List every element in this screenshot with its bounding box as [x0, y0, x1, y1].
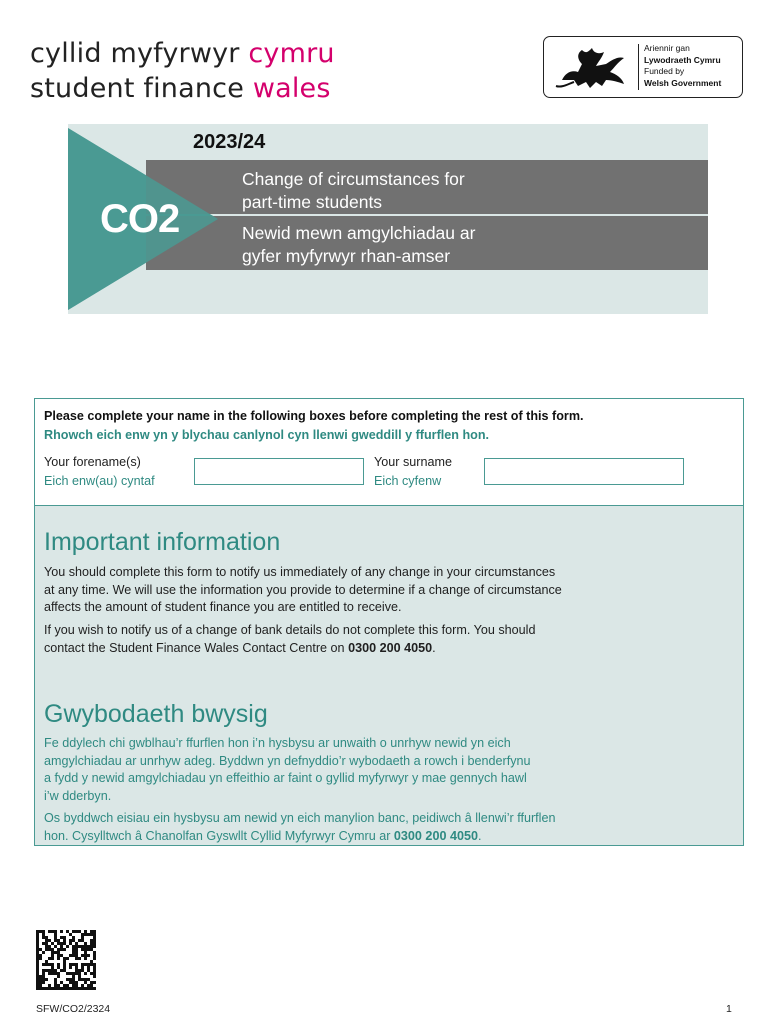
instruction-welsh: Rhowch eich enw yn y blychau canlynol cyn llenwi gweddill y ffurflen hon.	[44, 428, 490, 442]
gwybodaeth-bwysig-heading: Gwybodaeth bwysig	[44, 700, 268, 728]
welsh-dragon-icon	[552, 42, 632, 92]
important-information-heading: Important information	[44, 528, 281, 556]
funded-by-welsh: Ariennir gan	[644, 43, 690, 53]
form-reference: SFW/CO2/2324	[36, 1003, 111, 1015]
government-name-welsh: Lywodraeth Cymru	[644, 54, 721, 65]
form-title-english: Change of circumstances for part-time students	[242, 169, 465, 212]
contact-phone-number: 0300 200 4050	[348, 640, 433, 655]
instruction-english: Please complete your name in the following boxes before completing the rest of this form.	[44, 409, 584, 423]
contact-phone-number-welsh: 0300 200 4050	[393, 828, 478, 843]
badge-divider	[638, 44, 639, 90]
page-number: 1	[726, 1003, 732, 1015]
brand-line2-accent: wales	[252, 73, 331, 104]
brand-line2-english: student finance	[30, 73, 253, 104]
government-name-english: Welsh Government	[644, 77, 722, 88]
surname-input[interactable]	[484, 458, 684, 485]
form-title-welsh: Newid mewn amgylchiadau ar gyfer myfyrwyr rhan-amser	[242, 223, 476, 266]
info-paragraph-2-welsh: Os byddwch eisiau ein hysbysu am newid yn eich manylion banc, peidiwch â llenwi’r ffurflen hon. Cysylltwch â Chanolfan Gyswllt Cyllid Myfyrwyr Cymru ar 0300 200 4050.	[44, 811, 556, 843]
brand-line1-welsh: cyllid myfyrwyr	[30, 38, 249, 69]
brand-line1-accent: cymru	[248, 38, 335, 69]
info-paragraph-2: If you wish to notify us of a change of bank details do not complete this form. You should contact the Student Finance Wales Contact Centre on 0300 200 4050.	[44, 623, 536, 655]
data-matrix-barcode-icon	[36, 930, 96, 990]
forename-label: Your forename(s) Eich enw(au) cyntaf	[44, 455, 155, 488]
academic-year: 2023/24	[193, 131, 266, 153]
welsh-government-badge	[543, 36, 743, 98]
form-code: CO2	[100, 197, 180, 241]
funded-by-english: Funded by	[644, 66, 685, 76]
surname-label: Your surname Eich cyfenw	[374, 455, 452, 488]
info-paragraph-1: You should complete this form to notify us immediately of any change in your circumstances at any time. We will use the information you provide to determine if a change of circumstance affects the amount of student finance you are entitled to receive.	[44, 565, 562, 614]
forename-input[interactable]	[194, 458, 364, 485]
brand-logo	[30, 36, 335, 106]
info-paragraph-1-welsh: Fe ddylech chi gwblhau’r ffurflen hon i’n hysbysu ar unwaith o unrhyw newid yn eich amgylchiadau ar unrhyw adeg. Byddwn yn defnyddio’r wybodaeth a rowch i benderfynu a fydd y newid amgylchiadau yn effeithio ar faint o gyllid myfyrwyr y mae gennych hawl i’w dderbyn.	[44, 736, 531, 803]
